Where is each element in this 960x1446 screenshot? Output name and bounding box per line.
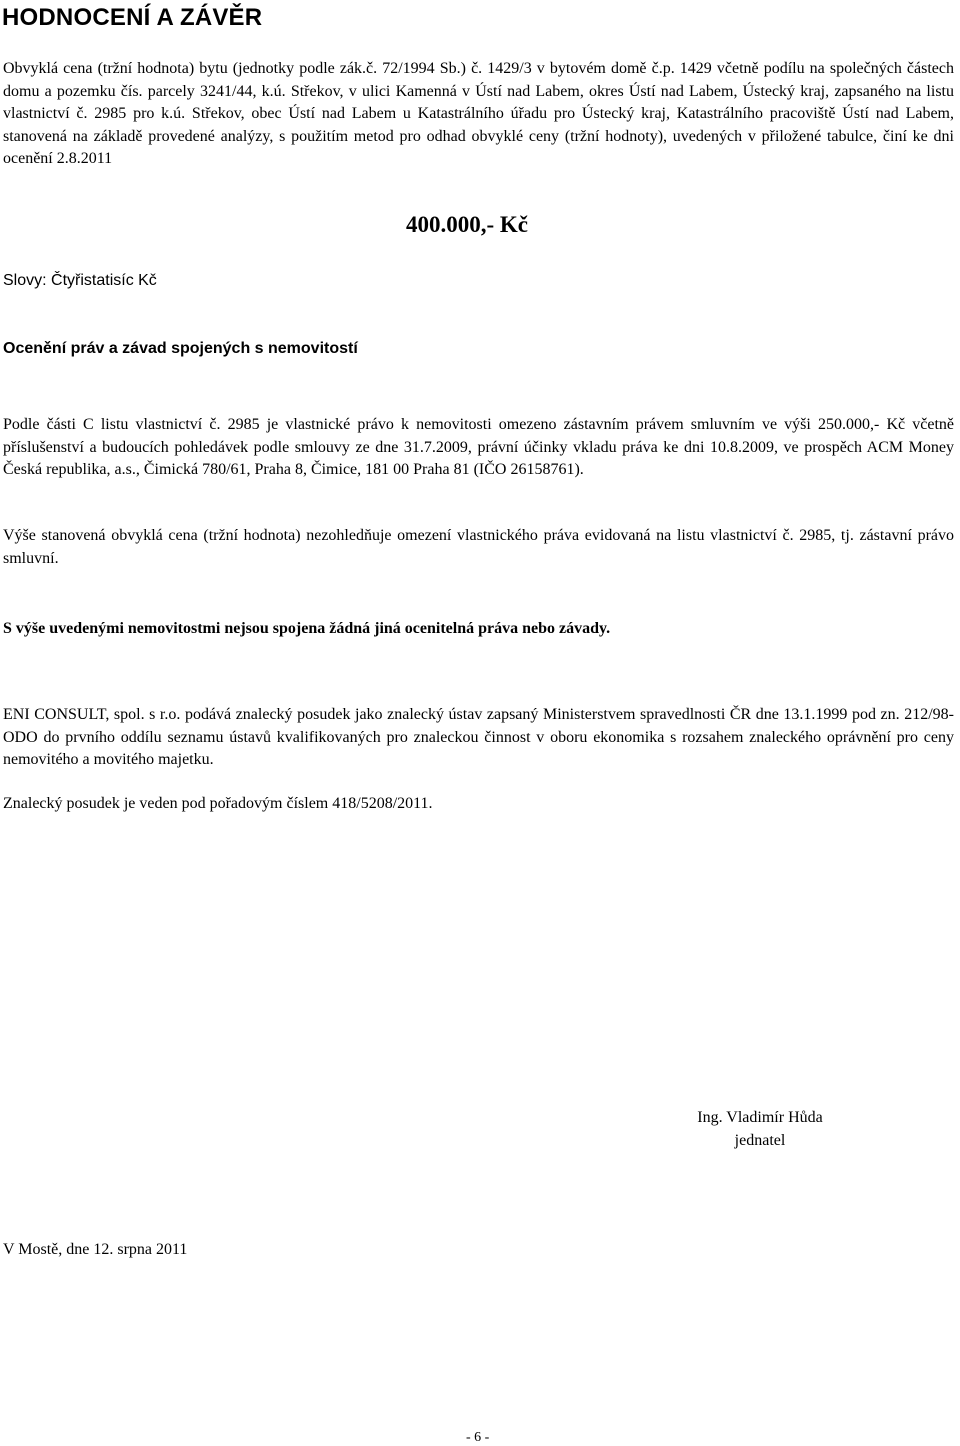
place-and-date: V Mostě, dne 12. srpna 2011	[3, 1241, 188, 1258]
notice-paragraph: Výše stanovená obvyklá cena (tržní hodnota) nezohledňuje omezení vlastnického práva evidovaná na listu vlastnictví č. 2985, tj. zástavní právo smluvní.	[3, 527, 954, 567]
page-heading: HODNOCENÍ A ZÁVĚR	[2, 4, 263, 31]
rights-paragraph: Podle části C listu vlastnictví č. 2985 je vlastnické právo k nemovitosti omezeno zástavním právem smluvním ve výši 250.000,- Kč včetně příslušenství a budoucích pohledávek podle smlouvy ze dne 31.7.2009, právní účinky vkladu práva ke dni 10.8.2009, ve prospěch ACM Money Česká republika, a.s., Čimická 780/61, Praha 8, Čimice, 181 00 Praha 81 (IČO 26158761).	[3, 416, 954, 478]
valuation-paragraph: Obvyklá cena (tržní hodnota) bytu (jednotky podle zák.č. 72/1994 Sb.) č. 1429/3 v bytovém domě č.p. 1429 včetně podílu na společných částech domu a pozemku čís. parcely 3241/44, k.ú. Střekov, v ulici Kamenná v Ústí nad Labem, okres Ústí nad Labem, Ústecký kraj, zapsaného na listu vlastnictví č. 2985 pro k.ú. Střekov, obec Ústí nad Labem u Katastrálního úřadu pro Ústecký kraj, Katastrálního pracoviště Ústí nad Labem, stanovená na základě provedené analýzy, s použitím metod pro odhad obvyklé ceny (tržní hodnoty), uvedených v přiložené tabulce, činí ke dni ocenění 2.8.2011	[3, 60, 954, 167]
signatory-name: Ing. Vladimír Hůda	[697, 1109, 823, 1126]
amount-in-words: Slovy: Čtyřistatisíc Kč	[3, 272, 157, 289]
register-paragraph: Znalecký posudek je veden pod pořadovým číslem 418/5208/2011.	[3, 795, 433, 812]
page-number: - 6 -	[466, 1430, 490, 1445]
consult-paragraph: ENI CONSULT, spol. s r.o. podává znalecký posudek jako znalecký ústav zapsaný Ministerstvem spravedlnosti ČR dne 13.1.1999 pod zn. 212/98-ODO do prvního oddílu seznamu ústavů kvalifikovaných pro znaleckou činnost v oboru ekonomika s rozsahem znaleckého oprávnění pro ceny nemovitého a movitého majetku.	[3, 706, 954, 768]
signatory-role: jednatel	[734, 1132, 786, 1149]
valuation-amount: 400.000,- Kč	[406, 212, 529, 237]
rights-heading: Ocenění práv a závad spojených s nemovitostí	[3, 340, 358, 357]
no-rights-statement: S výše uvedenými nemovitostmi nejsou spojena žádná jiná ocenitelná práva nebo závady.	[3, 620, 611, 637]
